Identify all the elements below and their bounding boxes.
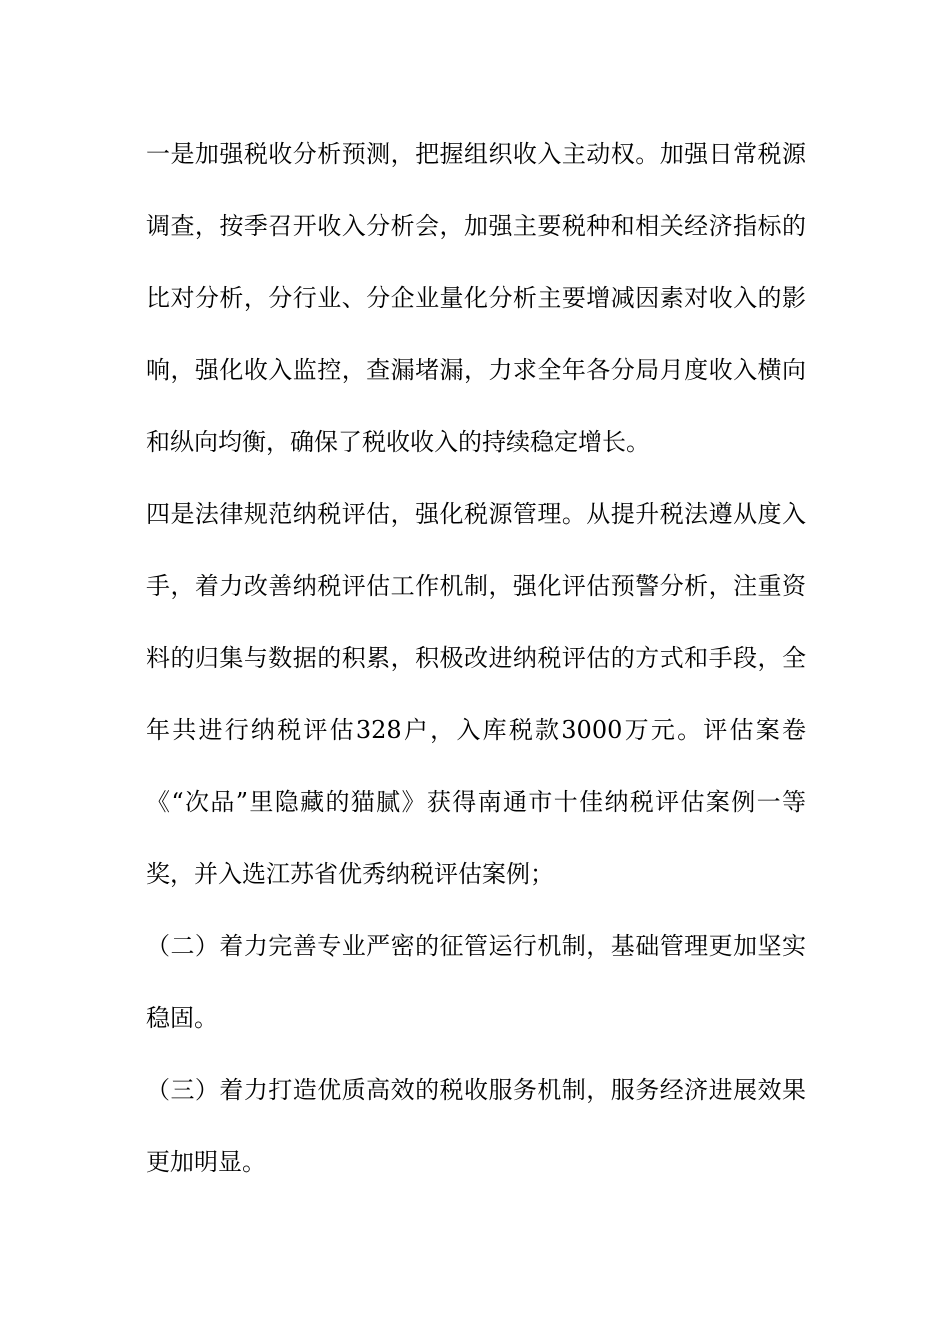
text-line: 《“次品”里隐藏的猫腻》获得南通市十佳纳税评估案例一等 [146,788,806,816]
text-line: 稳固。 [146,1004,218,1032]
text-line: 响，强化收入监控，查漏堵漏，力求全年各分局月度收入横向 [146,356,806,384]
text-line: 比对分析，分行业、分企业量化分析主要增减因素对收入的影 [146,284,806,312]
text-line: 更加明显。 [146,1148,266,1176]
text-line: 四是法律规范纳税评估，强化税源管理。从提升税法遵从度入 [146,500,806,528]
text-line: 和纵向均衡，确保了税收收入的持续稳定增长。 [146,428,650,456]
text-line: 奖，并入选江苏省优秀纳税评估案例； [146,860,554,888]
text-line: 调查，按季召开收入分析会，加强主要税种和相关经济指标的 [146,212,806,240]
text-line: （三）着力打造优质高效的税收服务机制，服务经济进展效果 [146,1076,806,1104]
text-line: 料的归集与数据的积累，积极改进纳税评估的方式和手段，全 [146,644,806,672]
text-line: 手，着力改善纳税评估工作机制，强化评估预警分析，注重资 [146,572,806,600]
text-line: 年共进行纳税评估328户，入库税款3000万元。评估案卷 [146,716,806,744]
text-line: （二）着力完善专业严密的征管运行机制，基础管理更加坚实 [146,932,806,960]
text-line: 一是加强税收分析预测，把握组织收入主动权。加强日常税源 [146,140,806,168]
